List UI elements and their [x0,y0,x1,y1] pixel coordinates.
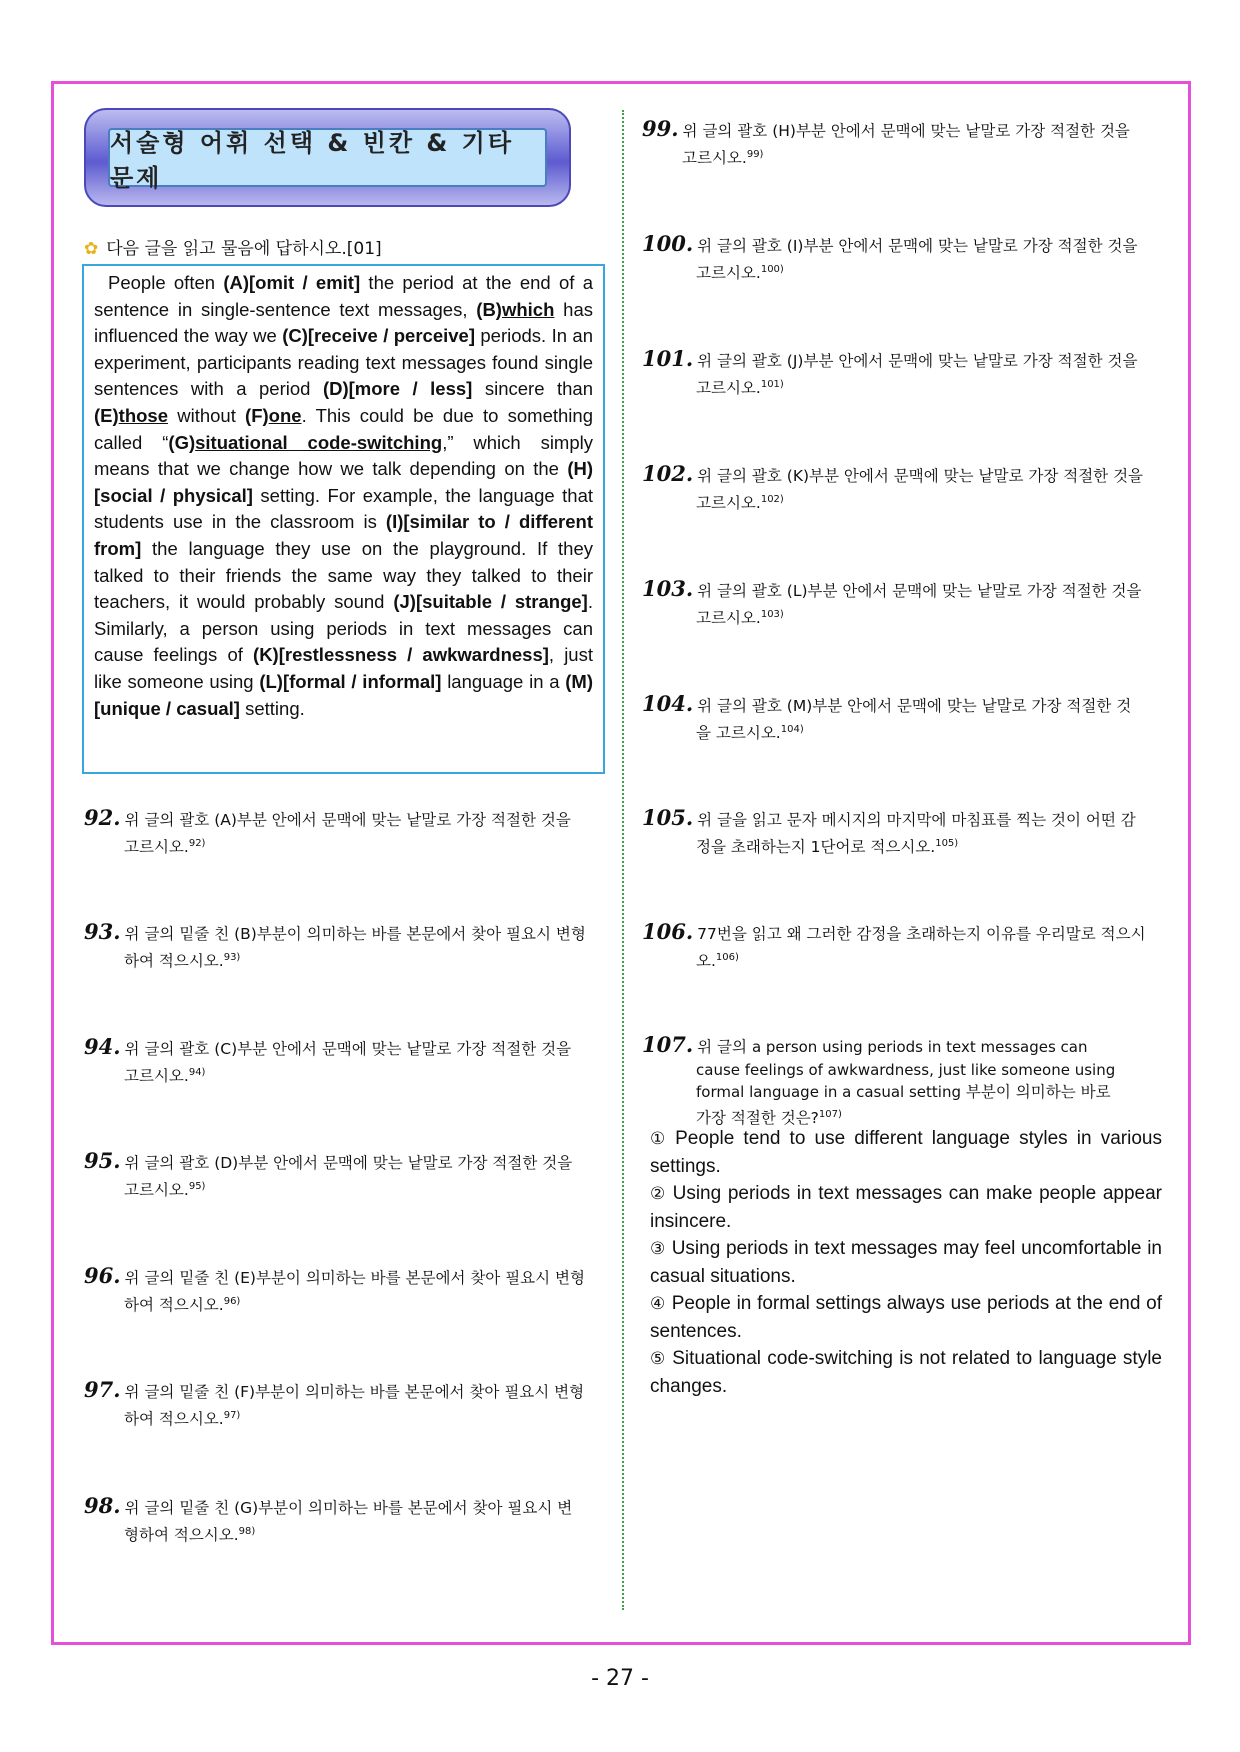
option-2[interactable]: ② Using periods in text messages can make people appear insincere. [650,1183,1162,1232]
question-94: 94. 위 글의 괄호 (C)부분 안에서 문맥에 맞는 낱말로 가장 적절한 것을 고르시오.$^{94)}$ [84,1034,572,1086]
answer-options [650,1125,1162,1400]
question-98: 98. 위 글의 밑줄 친 (G)부분이 의미하는 바를 본문에서 찾아 필요시 변 형하여 적으시오.$^{98)}$ [84,1493,573,1545]
question-103: 103. 위 글의 괄호 (L)부분 안에서 문맥에 맞는 낱말로 가장 적절한 것을 고르시오.$^{103)}$ [642,576,1142,628]
section-banner [84,108,571,207]
question-99: 99. 위 글의 괄호 (H)부분 안에서 문맥에 맞는 낱말로 가장 적절한 것을 고르시오.$^{99)}$ [642,116,1130,168]
flower-icon: ✿ [84,239,99,259]
question-95: 95. 위 글의 괄호 (D)부분 안에서 문맥에 맞는 낱말로 가장 적절한 것을 고르시오.$^{95)}$ [84,1148,573,1200]
question-105: 105. 위 글을 읽고 문자 메시지의 마지막에 마침표를 찍는 것이 어떤 감 정을 초래하는지 1단어로 적으시오.$^{105)}$ [642,805,1136,857]
question-93: 93. 위 글의 밑줄 친 (B)부분이 의미하는 바를 본문에서 찾아 필요시 변형 하여 적으시오.$^{93)}$ [84,919,586,971]
question-107: 107. 위 글의 a person using periods in text messages can cause feelings of awkwardness, just like someone using formal language in a casual setting 부분이 의미하는 바로 가장 적절한 것은?$^{107)}$ [642,1032,1116,1127]
option-5[interactable]: ⑤ Situational code-switching is not related to language style changes. [650,1348,1162,1397]
question-97: 97. 위 글의 밑줄 친 (F)부분이 의미하는 바를 본문에서 찾아 필요시 변형 하여 적으시오.$^{97)}$ [84,1377,585,1429]
question-104: 104. 위 글의 괄호 (M)부분 안에서 문맥에 맞는 낱말로 가장 적절한 것 을 고르시오.$^{104)}$ [642,691,1132,743]
question-102: 102. 위 글의 괄호 (K)부분 안에서 문맥에 맞는 낱말로 가장 적절한 것을 고르시오.$^{102)}$ [642,461,1144,513]
section-title: 서술형 어휘 선택 & 빈칸 & 기타 문제 [110,128,515,192]
question-92: 92. 위 글의 괄호 (A)부분 안에서 문맥에 맞는 낱말로 가장 적절한 것을 고르시오.$^{92)}$ [84,805,571,857]
question-96: 96. 위 글의 밑줄 친 (E)부분이 의미하는 바를 본문에서 찾아 필요시 변형 하여 적으시오.$^{96)}$ [84,1263,586,1315]
question-100: 100. 위 글의 괄호 (I)부분 안에서 문맥에 맞는 낱말로 가장 적절한 것을 고르시오.$^{100)}$ [642,231,1138,283]
reading-passage [82,264,605,774]
option-4[interactable]: ④ People in formal settings always use periods at the end of sentences. [650,1293,1162,1342]
question-101: 101. 위 글의 괄호 (J)부분 안에서 문맥에 맞는 낱말로 가장 적절한 것을 고르시오.$^{101)}$ [642,346,1138,398]
instruction-text: 다음 글을 읽고 물음에 답하시오.[01] [106,239,382,259]
passage-paragraph: People often (A)[omit / emit] the period at the end of a sentence in single-sentence text messages, (B)which has influenced the way we (C)[receive / perceive] periods. In an experiment, participants reading text messages found single sentences with a period (D)[more / less] sincere than (E)those without (F)one. This could be due to something called “(G)situational code-switching,” which simply means that we change how we talk depending on the (H)[social / physical] setting. For example, the language that students use in the classroom is (I)[similar to / different from] the language they use on the playground. If they talked to their friends the same way they talked to their teachers, it would probably sound (J)[suitable / strange]. Similarly, a person using periods in text messages can cause feelings of (K)[restlessness / awkwardness], just like someone using (L)[formal / informal] language in a (M)[unique / casual] setting. [94,272,594,719]
question-106: 106. 77번을 읽고 왜 그러한 감정을 초래하는지 이유를 우리말로 적으시 오.$^{106)}$ [642,919,1146,971]
section-banner-inner [108,128,547,192]
instruction [84,234,382,259]
option-3[interactable]: ③ Using periods in text messages may feel uncomfortable in casual situations. [650,1238,1162,1287]
option-1[interactable]: ① People tend to use different language styles in various settings. [650,1128,1162,1177]
page-number: - 27 - [591,1666,649,1691]
column-divider [622,110,624,1610]
